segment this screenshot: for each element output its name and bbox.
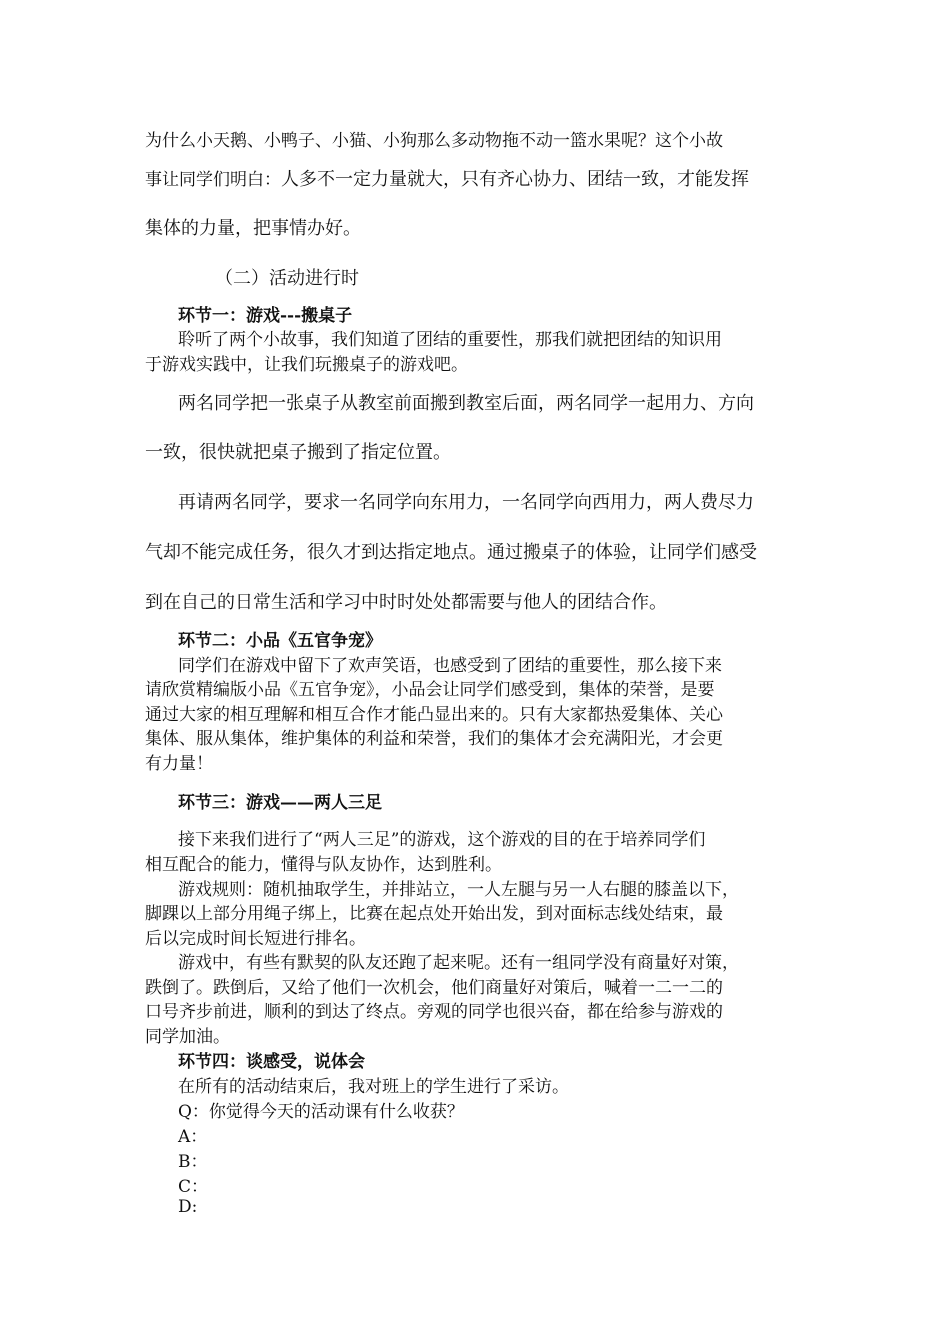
section-heading: （二）活动进行时 bbox=[215, 268, 359, 289]
answer-d: D: bbox=[178, 1197, 198, 1217]
link3-p3-line2: 跌倒了。跌倒后，又给了他们一次机会，他们商量好对策后，喊着一二一二的 bbox=[145, 978, 723, 998]
link1-para1-line2: 于游戏实践中，让我们玩搬桌子的游戏吧。 bbox=[145, 355, 468, 375]
link1-heading: 环节一：游戏---搬桌子 bbox=[178, 306, 353, 326]
link3-p3-line1: 游戏中，有些有默契的队友还跑了起来呢。还有一组同学没有商量好对策， bbox=[178, 953, 739, 973]
link2-line1: 同学们在游戏中留下了欢声笑语，也感受到了团结的重要性，那么接下来 bbox=[178, 656, 722, 676]
link1-para3-line3: 到在自己的日常生活和学习中时时处处都需要与他人的团结合作。 bbox=[145, 592, 667, 613]
answer-b: B： bbox=[178, 1152, 208, 1172]
story-line-3: 集体的力量，把事情办好。 bbox=[145, 218, 361, 239]
link3-p3-line3: 口号齐步前进，顺利的到达了终点。旁观的同学也很兴奋，都在给参与游戏的 bbox=[145, 1002, 723, 1022]
link1-para3-line1: 再请两名同学，要求一名同学向东用力，一名同学向西用力，两人费尽力 bbox=[178, 492, 754, 513]
link3-p2-line1: 游戏规则：随机抽取学生，并排站立，一人左腿与另一人右腿的膝盖以下， bbox=[178, 880, 739, 900]
answer-c: C： bbox=[178, 1177, 209, 1197]
link4-question: Q：你觉得今天的活动课有什么收获？ bbox=[178, 1102, 464, 1122]
link3-p2-line3: 后以完成时间长短进行排名。 bbox=[145, 929, 366, 949]
story-line-1: 为什么小天鹅、小鸭子、小猫、小狗那么多动物拖不动一篮水果呢？这个小故 bbox=[145, 131, 723, 151]
link3-p3-line4: 同学加油。 bbox=[145, 1027, 230, 1047]
story-line-2 bbox=[145, 165, 749, 191]
link2-heading: 环节二：小品《五官争宠》 bbox=[178, 631, 382, 651]
link1-para3-line2: 气却不能完成任务，很久才到达指定地点。通过搬桌子的体验，让同学们感受 bbox=[145, 542, 757, 563]
link4-heading: 环节四：谈感受，说体会 bbox=[178, 1052, 365, 1072]
link1-para1-line1: 聆听了两个小故事，我们知道了团结的重要性，那我们就把团结的知识用 bbox=[178, 330, 722, 350]
link4-intro: 在所有的活动结束后，我对班上的学生进行了采访。 bbox=[178, 1077, 569, 1097]
link2-line5: 有力量！ bbox=[145, 754, 213, 774]
story-line-2-prefix: 事让同学们明白： bbox=[145, 170, 281, 190]
link3-p1-line1: 接下来我们进行了“两人三足”的游戏，这个游戏的目的在于培养同学们 bbox=[178, 830, 706, 850]
link2-line2: 请欣赏精编版小品《五官争宠》，小品会让同学们感受到，集体的荣誉，是要 bbox=[145, 680, 715, 700]
link1-para2-line2: 一致，很快就把桌子搬到了指定位置。 bbox=[145, 442, 451, 463]
answer-a: A： bbox=[178, 1127, 208, 1147]
link3-heading: 环节三：游戏——两人三足 bbox=[178, 793, 382, 813]
link2-line4: 集体、服从集体，维护集体的利益和荣誉，我们的集体才会充满阳光，才会更 bbox=[145, 729, 723, 749]
link3-p1-line2: 相互配合的能力，懂得与队友协作，达到胜利。 bbox=[145, 855, 502, 875]
story-line-2-emphasis: 人多不一定力量就大，只有齐心协力、团结一致，才能发挥 bbox=[281, 169, 749, 190]
link2-line3: 通过大家的相互理解和相互合作才能凸显出来的。只有大家都热爱集体、关心 bbox=[145, 705, 723, 725]
link3-p2-line2: 脚踝以上部分用绳子绑上，比赛在起点处开始出发，到对面标志线处结束，最 bbox=[145, 904, 723, 924]
link1-para2-line1: 两名同学把一张桌子从教室前面搬到教室后面，两名同学一起用力、方向 bbox=[178, 393, 754, 414]
